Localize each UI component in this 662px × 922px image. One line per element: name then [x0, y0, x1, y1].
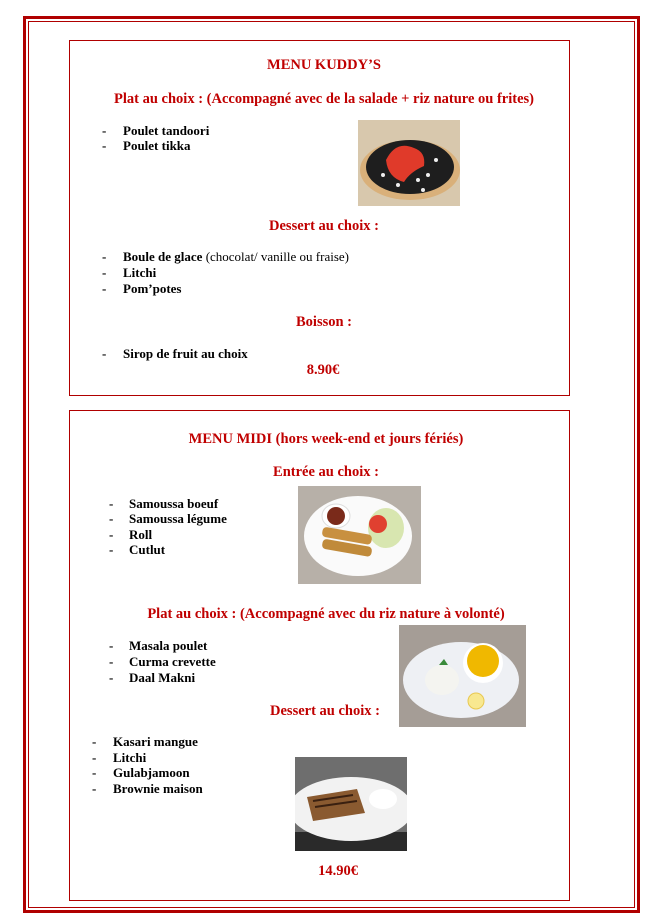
list-item: Daal Makni — [129, 670, 196, 685]
plat-heading: Plat au choix : (Accompagné avec du riz nature à volonté) — [147, 606, 505, 622]
plat-photo — [399, 625, 526, 727]
bullet: - — [92, 765, 97, 780]
list-item: Sirop de fruit au choix — [123, 346, 248, 361]
bullet: - — [102, 123, 107, 138]
bullet: - — [92, 734, 97, 749]
dessert-heading: Dessert au choix : — [269, 218, 379, 234]
bullet: - — [92, 781, 97, 796]
price: 14.90€ — [318, 863, 358, 879]
plat-heading: Plat au choix : (Accompagné avec de la salade + riz nature ou frites) — [114, 91, 534, 107]
list-item: Poulet tikka — [123, 138, 191, 153]
list-item: Curma crevette — [129, 654, 216, 669]
list-item: Brownie maison — [113, 781, 203, 796]
bullet: - — [109, 542, 114, 557]
entree-heading: Entrée au choix : — [273, 464, 379, 480]
list-item: Litchi — [113, 750, 147, 765]
list-item — [123, 249, 349, 265]
bullet: - — [92, 750, 97, 765]
list-item: Roll — [129, 527, 153, 542]
bullet: - — [102, 346, 107, 361]
bullet: - — [102, 138, 107, 153]
bullet: - — [109, 638, 114, 653]
bullet: - — [109, 511, 114, 526]
bullet: - — [102, 249, 107, 264]
bullet: - — [109, 527, 114, 542]
item-note: (chocolat/ vanille ou fraise) — [205, 249, 349, 264]
list-item: Kasari mangue — [113, 734, 198, 749]
list-item: Samoussa légume — [129, 511, 227, 526]
menu-title: MENU MIDI (hors week-end et jours fériés) — [188, 431, 464, 447]
list-item: Pom’potes — [123, 281, 182, 296]
bullet: - — [109, 670, 114, 685]
list-item: Litchi — [123, 265, 157, 280]
dessert-heading: Dessert au choix : — [270, 703, 380, 719]
list-item: Masala poulet — [129, 638, 208, 653]
boisson-heading: Boisson : — [295, 314, 353, 330]
list-item: Cutlut — [129, 542, 166, 557]
list-item: Samoussa boeuf — [129, 496, 219, 511]
item-name: Boule de glace — [123, 249, 203, 264]
bullet: - — [102, 265, 107, 280]
tandoori-photo — [358, 120, 460, 206]
price: 8.90€ — [306, 362, 340, 378]
list-item: Gulabjamoon — [113, 765, 190, 780]
bullet: - — [109, 496, 114, 511]
list-item: Poulet tandoori — [123, 123, 210, 138]
bullet: - — [102, 281, 107, 296]
menu-title: MENU KUDDY’S — [267, 57, 381, 73]
dessert-photo — [295, 757, 407, 851]
bullet: - — [109, 654, 114, 669]
entree-photo — [298, 486, 421, 584]
